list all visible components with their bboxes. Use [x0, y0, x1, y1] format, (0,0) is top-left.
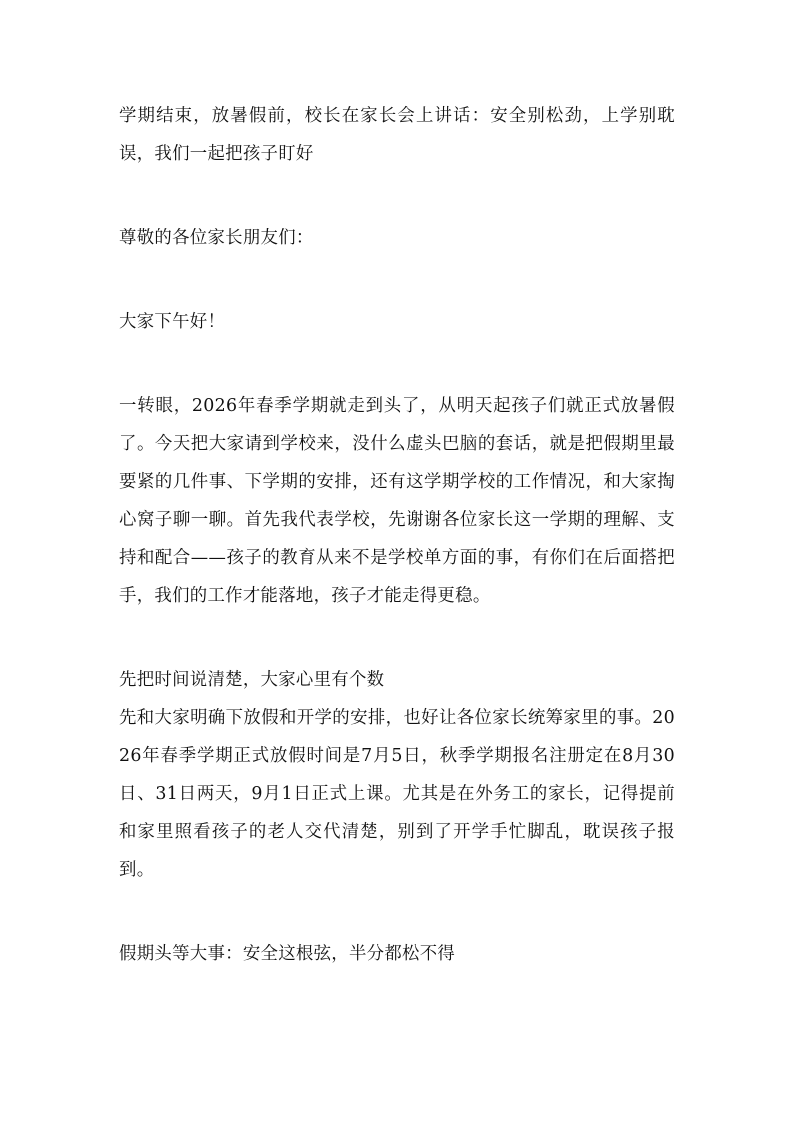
salutation: 尊敬的各位家长朋友们： — [119, 228, 314, 248]
schedule-paragraph: 先和大家明确下放假和开学的安排，也好让各位家长统筹家里的事。2026年春季学期正式放假时间是7月5日，秋季学期报名注册定在8月30日、31日两天，9月1日正式上课。尤其是在外务工的家长，记得提前和家里照看孩子的老人交代清楚，别到了开学手忙脚乱，耽误孩子报到。 — [119, 708, 675, 880]
document-title: 学期结束，放暑假前，校长在家长会上讲话：安全别松劲，上学别耽误，我们一起把孩子盯好 — [119, 106, 675, 164]
section-heading-safety: 假期头等大事：安全这根弦，半分都松不得 — [119, 944, 456, 964]
intro-paragraph: 一转眼，2026年春季学期就走到头了，从明天起孩子们就正式放暑假了。今天把大家请到学校来，没什么虚头巴脑的套话，就是把假期里最要紧的几件事、下学期的安排，还有这学期学校的工作情况，和大家掏心窝子聊一聊。首先我代表学校，先谢谢各位家长这一学期的理解、支持和配合——孩子的教育从来不是学校单方面的事，有你们在后面搭把手，我们的工作才能落地，孩子才能走得更稳。 — [119, 396, 675, 606]
document-body — [119, 97, 675, 973]
greeting: 大家下午好！ — [119, 312, 226, 332]
section-heading-schedule: 先把时间说清楚，大家心里有个数 — [119, 670, 385, 690]
